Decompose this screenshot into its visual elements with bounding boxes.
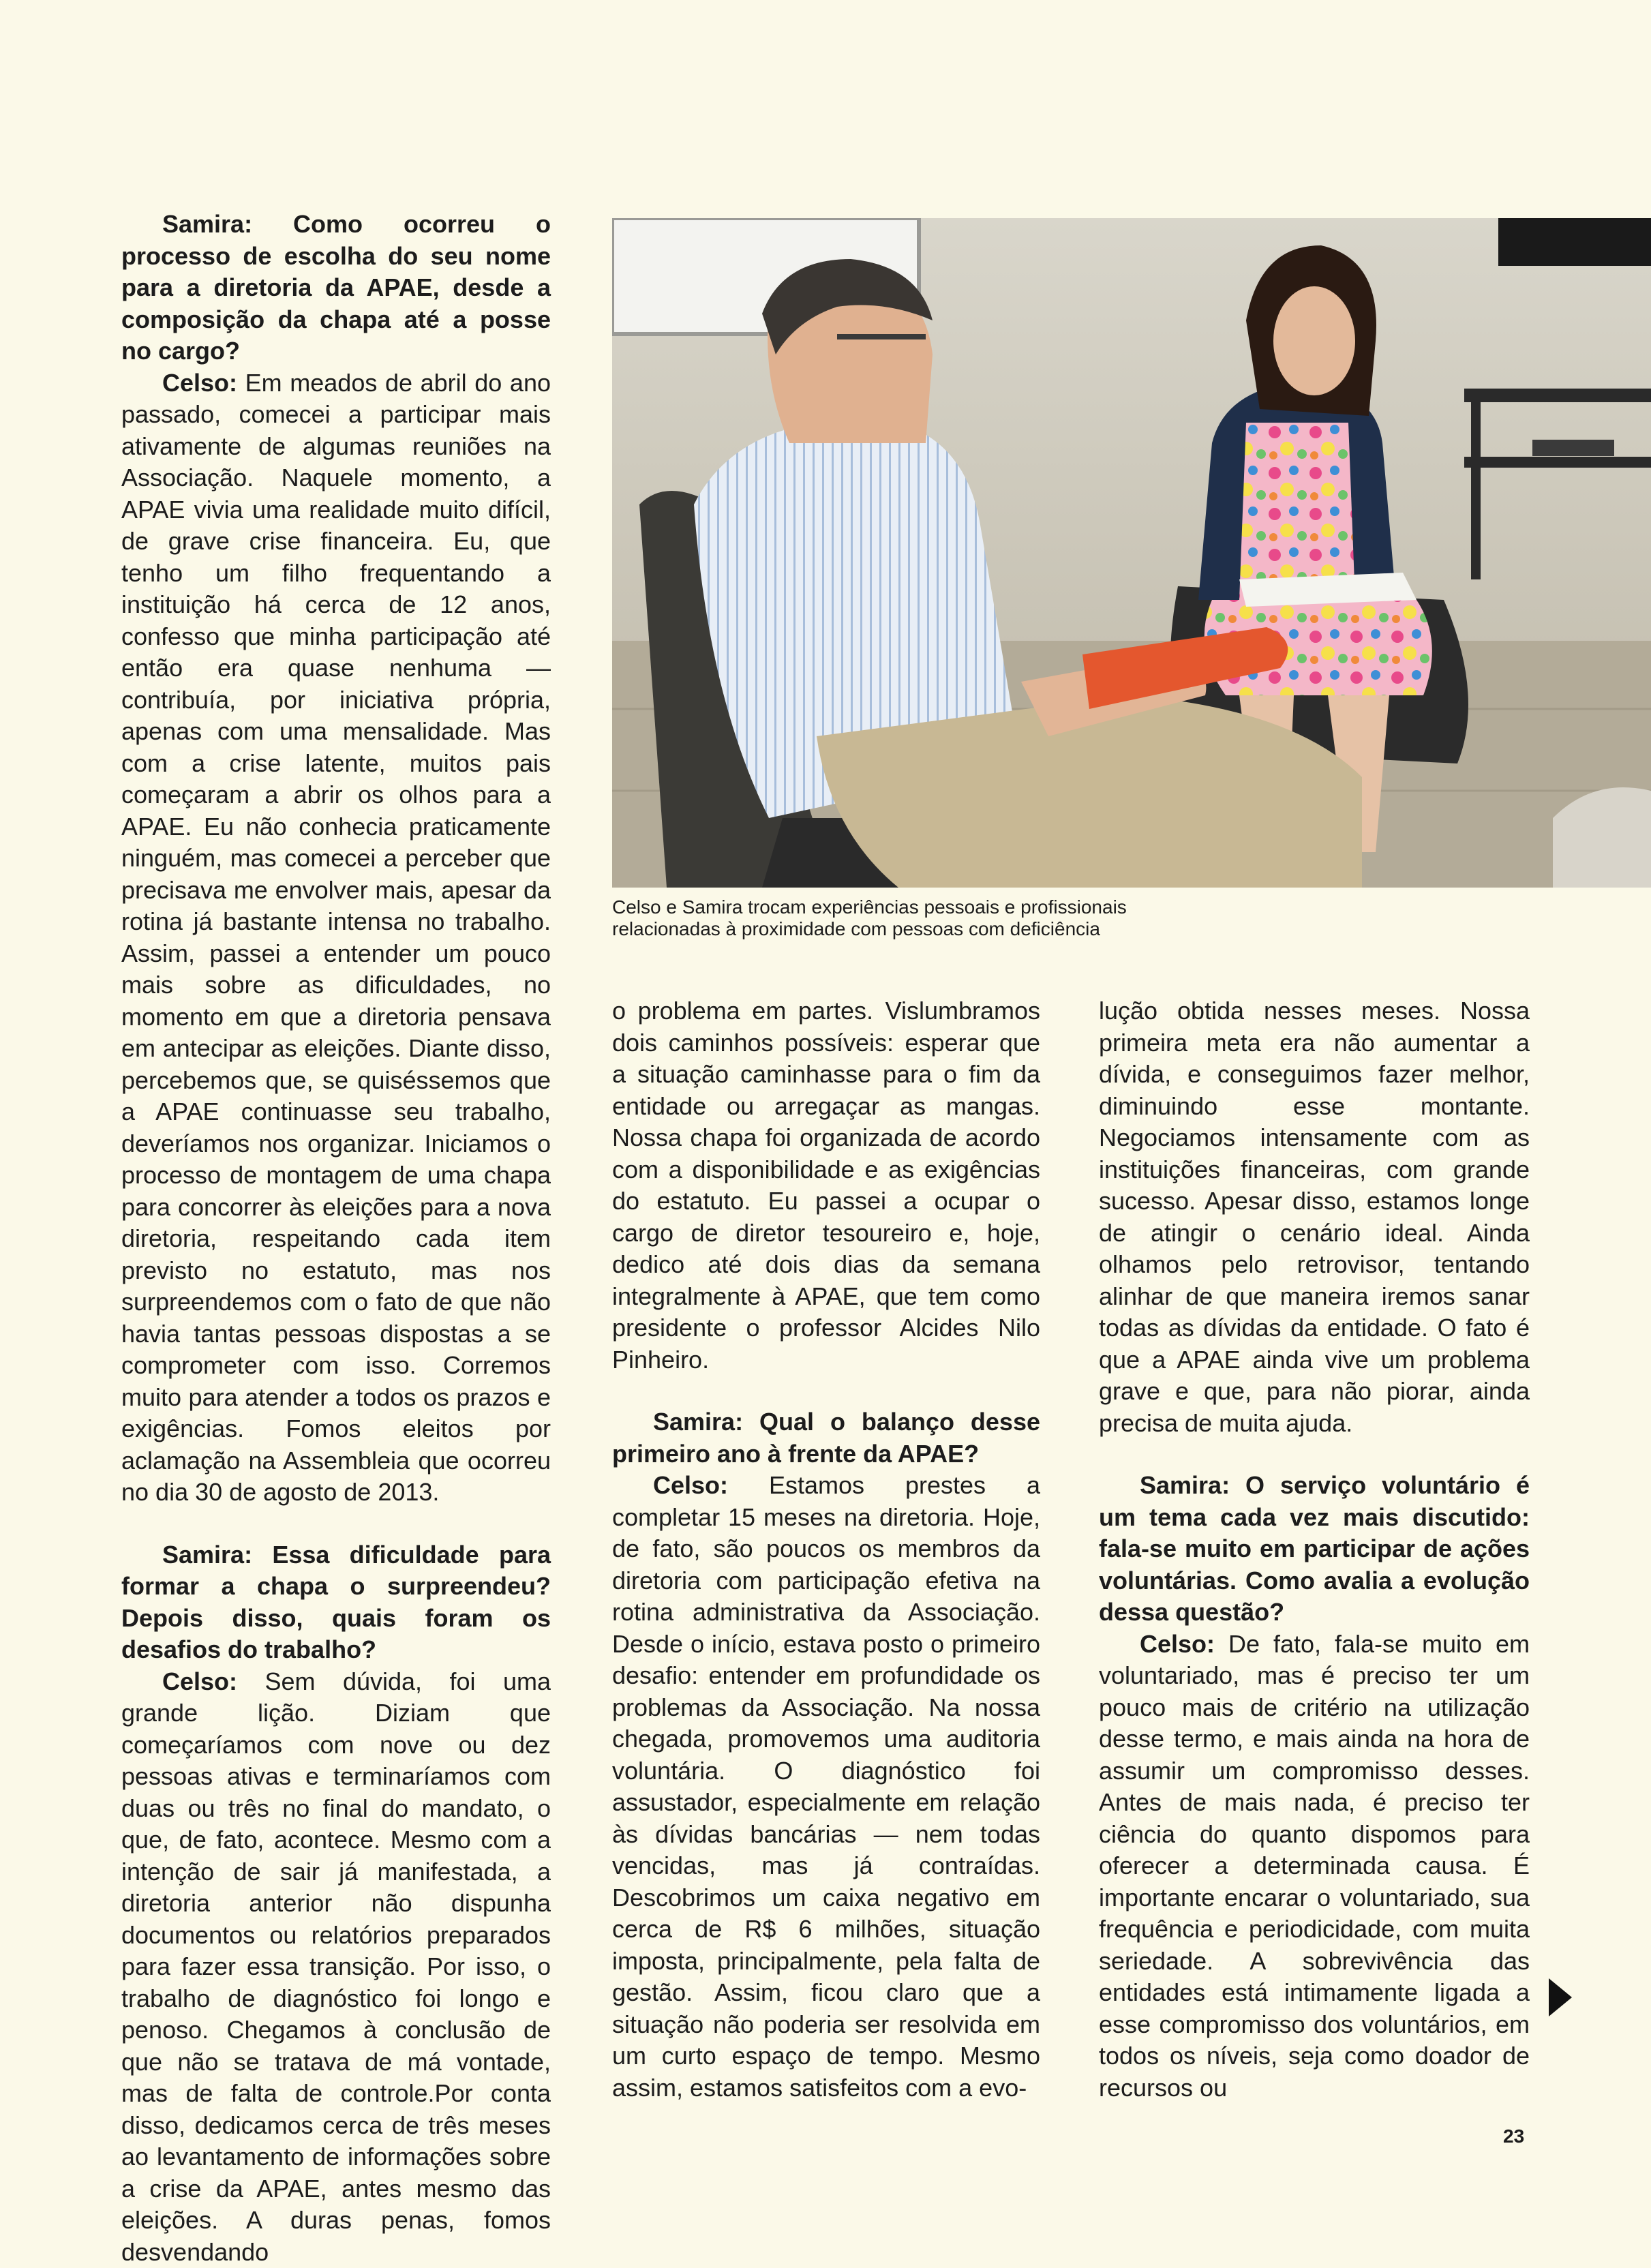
question-4: Samira: O serviço voluntário é um tema cada vez mais discutido: fala-se muito em participar de ações voluntárias. Como avalia a evolução dessa questão? [1099, 1470, 1530, 1629]
answer-2-text: Sem dúvida, foi uma grande lição. Diziam que começaríamos com nove ou dez pessoas ativas e terminaríamos com duas ou três no final do mandato, o que, de fato, acontece. Mesmo com a intenção de sair já manifestada, a diretoria anterior não dispunha documentos ou relatórios preparados para fazer essa transição. Por isso, o trabalho de diagnóstico foi longo e penoso. Chegamos à conclusão de que não se tratava de má vontade, mas de falta de controle.Por conta disso, dedicamos cerca de três meses ao levantamento de informações sobre a crise da APAE, antes mesmo das eleições. A duras penas, fomos desvendando [121, 1667, 551, 2266]
answer-2-continued: o problema em partes. Vislumbramos dois caminhos possíveis: esperar que a situação caminhasse para o fim da entidade ou arregaçar as mangas. Nossa chapa foi organizada de acordo com a disponibilidade e as exigências do estatuto. Eu passei a ocupar o cargo de diretor tesoureiro e, hoje, dedico até dois dias da semana integralmente à APAE, que tem como presidente o professor Alcides Nilo Pinheiro. [612, 995, 1040, 1376]
photo-caption [612, 896, 1226, 940]
answer-2 [121, 1666, 551, 2268]
answer-1 [121, 367, 551, 1509]
speaker-label: Celso: [1140, 1630, 1215, 1658]
speaker-label: Celso: [653, 1471, 728, 1499]
interview-photo-illustration [612, 218, 1651, 888]
caption-line-2: relacionadas à proximidade com pessoas com deficiência [612, 918, 1226, 940]
continue-arrow-icon [1549, 1978, 1572, 2020]
question-2: Samira: Essa dificuldade para formar a chapa o surpreendeu? Depois disso, quais foram os desafios do trabalho? [121, 1539, 551, 1666]
answer-4-text: De fato, fala-se muito em voluntariado, mas é preciso ter um pouco mais de critério na utilização desse termo, e mais ainda na hora de assumir um compromisso desses. Antes de mais nada, é preciso ter ciência do quanto dispomos para oferecer a determinada causa. É importante encarar o voluntariado, sua frequência e periodicidade, com muita seriedade. A sobrevivência das entidades está intimamente ligada a esse compromisso dos voluntários, em todos os níveis, seja como doador de recursos ou [1099, 1630, 1530, 2102]
answer-3 [612, 1470, 1040, 2104]
answer-3-text: Estamos prestes a completar 15 meses na diretoria. Hoje, de fato, são poucos os membros da diretoria com participação efetiva na rotina administrativa da Associação. Desde o início, estava posto o primeiro desafio: entender em profundidade os problemas da Associação. Na nossa chegada, promovemos uma auditoria voluntária. O diagnóstico foi assustador, especialmente em relação às dívidas bancárias — nem todas vencidas, mas já contraídas. Descobrimos um caixa negativo em cerca de R$ 6 milhões, situação imposta, principalmente, pela falta de gestão. Assim, ficou claro que a situação não poderia ser resolvida em um curto espaço de tempo. Mesmo assim, estamos satisfeitos com a evo- [612, 1471, 1040, 2102]
text-column-1 [121, 209, 551, 2268]
speaker-label: Celso: [162, 1667, 237, 1695]
text-column-2 [612, 995, 1040, 2104]
answer-4 [1099, 1629, 1530, 2104]
question-1: Samira: Como ocorreu o processo de escolha do seu nome para a diretoria da APAE, desde a composição da chapa até a posse no cargo? [121, 209, 551, 367]
interview-photo [612, 218, 1651, 888]
answer-3-continued: lução obtida nesses meses. Nossa primeira meta era não aumentar a dívida, e conseguimos fazer melhor, diminuindo esse montante. Negociamos intensamente com as instituições financeiras, com grande sucesso. Apesar disso, estamos longe de atingir o cenário ideal. Ainda olhamos pelo retrovisor, tentando alinhar de que maneira iremos sanar todas as dívidas da entidade. O fato é que a APAE ainda vive um problema grave e que, para não piorar, ainda precisa de muita ajuda. [1099, 995, 1530, 1439]
answer-1-text: Em meados de abril do ano passado, comecei a participar mais ativamente de algumas reuniões na Associação. Naquele momento, a APAE vivia uma realidade muito difícil, de grave crise financeira. Eu, que tenho um filho frequentando a instituição há cerca de 12 anos, confesso que minha participação até então era quase nenhuma — contribuía, por iniciativa própria, apenas com uma mensalidade. Mas com a crise latente, muitos pais começaram a abrir os olhos para a APAE. Eu não conhecia praticamente ninguém, mas comecei a perceber que precisava me envolver mais, apesar da rotina já bastante intensa no trabalho. Assim, passei a entender um pouco mais sobre as dificuldades, no momento em que a diretoria pensava em antecipar as eleições. Diante disso, percebemos que, se quiséssemos que a APAE continuasse seu trabalho, deveríamos nos organizar. Iniciamos o processo de montagem de uma chapa para concorrer às eleições para a nova diretoria, respeitando cada item previsto no estatuto, mas nos surpreendemos com o fato de que não havia tantas pessoas dispostas a se comprometer com isso. Corremos muito para atender a todos os prazos e exigências. Fomos eleitos por aclamação na Assembleia que ocorreu no dia 30 de agosto de 2013. [121, 369, 551, 1507]
text-column-3 [1099, 995, 1530, 2104]
question-3: Samira: Qual o balanço desse primeiro ano à frente da APAE? [612, 1406, 1040, 1470]
caption-line-1: Celso e Samira trocam experiências pessoais e profissionais [612, 896, 1226, 918]
speaker-label: Celso: [162, 369, 237, 397]
page-number: 23 [1503, 2126, 1524, 2147]
